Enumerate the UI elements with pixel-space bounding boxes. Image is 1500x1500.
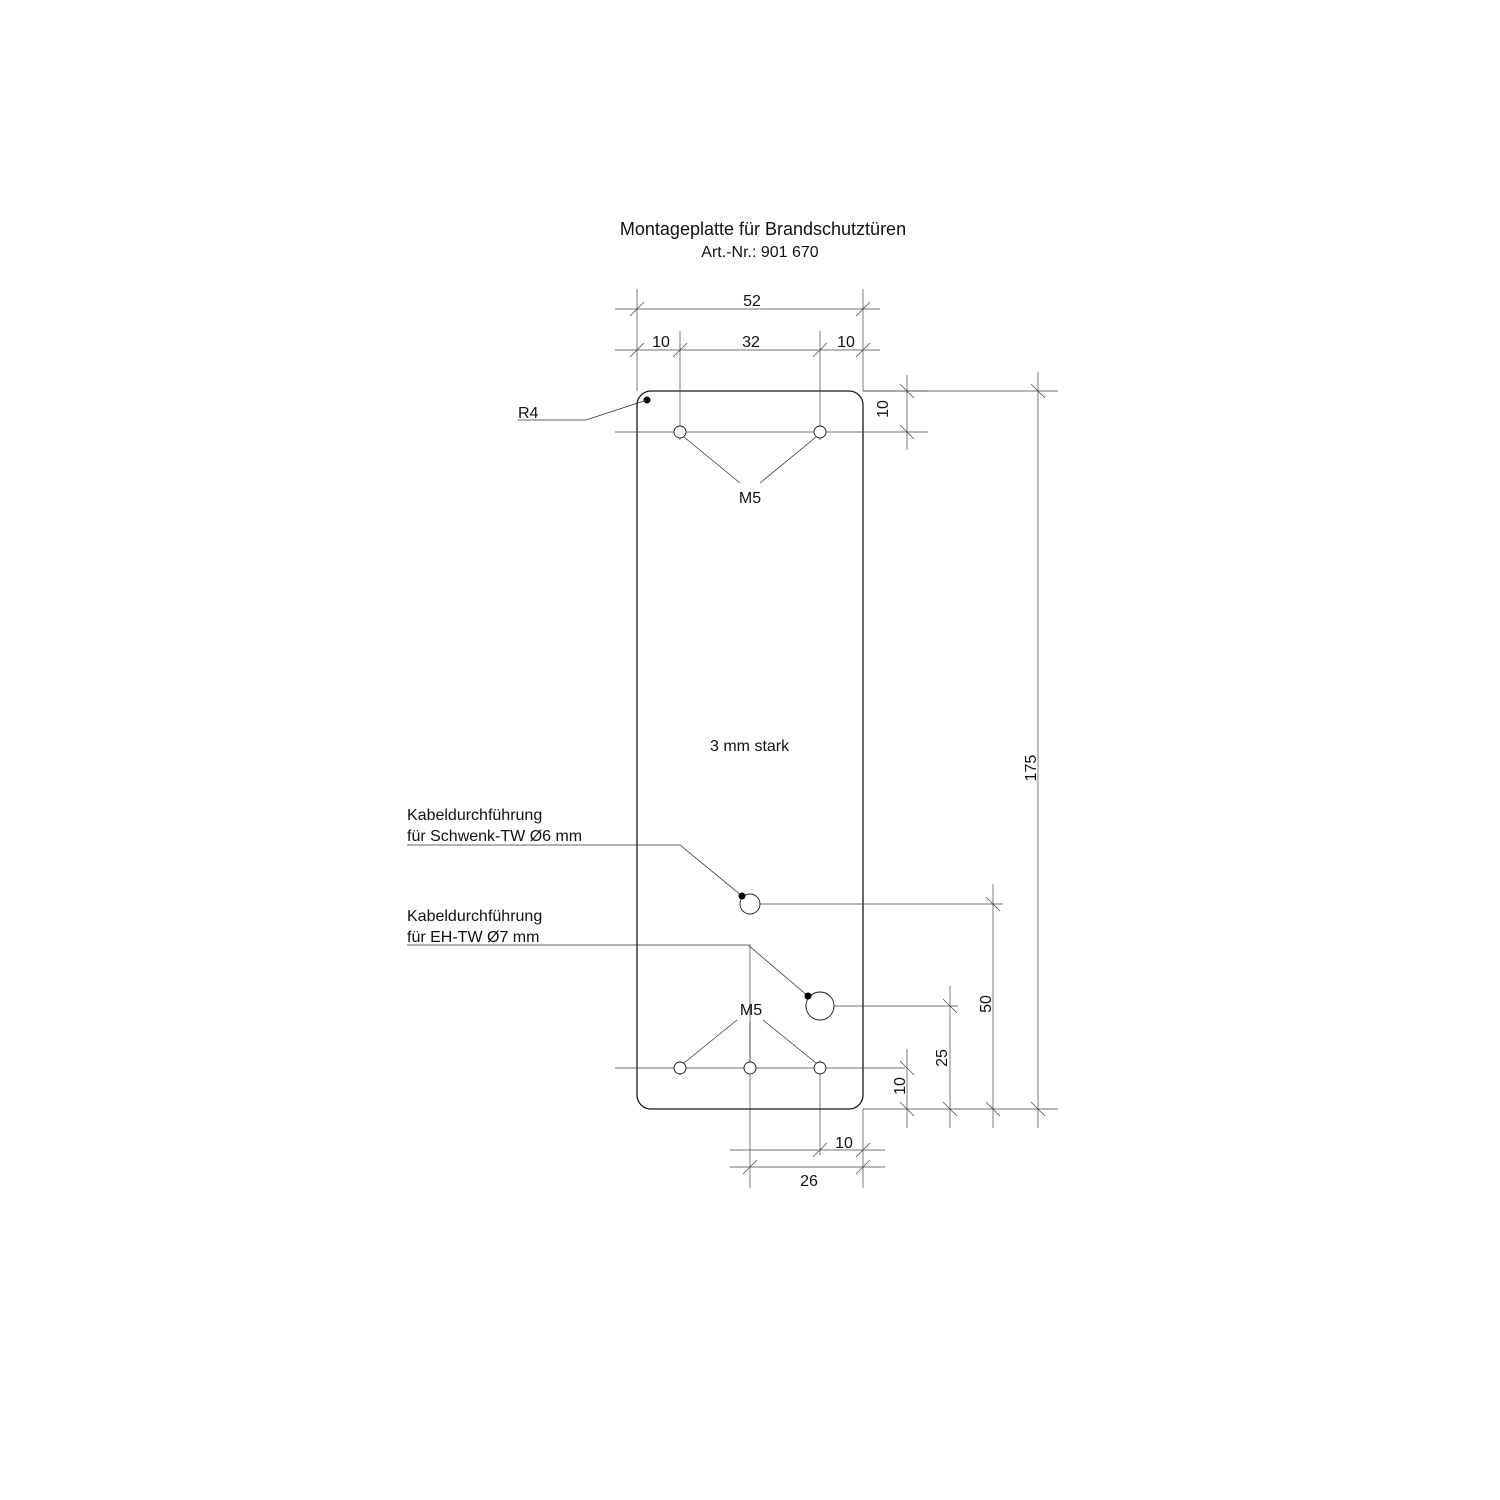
m5-label-bottom: M5 — [739, 1002, 763, 1019]
radius-label: R4 — [518, 405, 539, 422]
cable-swivel-leader — [407, 845, 742, 896]
dim-width-left: 10 — [652, 334, 670, 351]
cable-eh-leader — [407, 945, 808, 996]
m5-label-top: M5 — [738, 490, 762, 507]
dim-bottom-width-label: 26 — [800, 1173, 818, 1190]
cable-eh-dot — [805, 993, 812, 1000]
m5-hole-top-left — [674, 426, 686, 438]
cable-swivel-line1: Kabeldurchführung — [407, 807, 543, 824]
dim-width-mid: 32 — [742, 334, 760, 351]
m5-hole-bottom-left — [674, 1062, 686, 1074]
cable-eh-line2: für EH-TW Ø7 mm — [407, 929, 540, 946]
plate-thickness-note: 3 mm stark — [710, 738, 790, 755]
drawing-title: Montageplatte für Brandschutztüren — [619, 219, 907, 239]
cable-swivel-line2: für Schwenk-TW Ø6 mm — [407, 828, 583, 845]
m5-top-leaders — [684, 437, 816, 483]
dim-bottom-offset-label: 10 — [892, 1077, 909, 1095]
center-lines — [615, 331, 1058, 1188]
dim-height-total — [1031, 372, 1045, 1128]
m5-hole-bottom-center — [744, 1062, 756, 1074]
m5-hole-bottom-right — [814, 1062, 826, 1074]
cable-swivel-dot — [739, 893, 746, 900]
m5-bottom-leaders — [684, 1020, 816, 1063]
m5-hole-top-right — [814, 426, 826, 438]
dim-top-offset-label: 10 — [875, 400, 892, 418]
article-number: Art.-Nr.: 901 670 — [701, 244, 819, 261]
dim-width-total: 52 — [743, 293, 761, 310]
dim-bottom-right-offset-label: 10 — [835, 1135, 853, 1152]
dim-height-total-label: 175 — [1023, 754, 1040, 782]
dim-eh-height-label: 25 — [934, 1049, 951, 1067]
cable-eh-line1: Kabeldurchführung — [407, 908, 543, 925]
dim-bottom-width — [730, 1160, 885, 1174]
dim-width-right: 10 — [837, 334, 855, 351]
dim-top-offset — [863, 375, 928, 450]
dim-swivel-height-label: 50 — [978, 995, 995, 1013]
